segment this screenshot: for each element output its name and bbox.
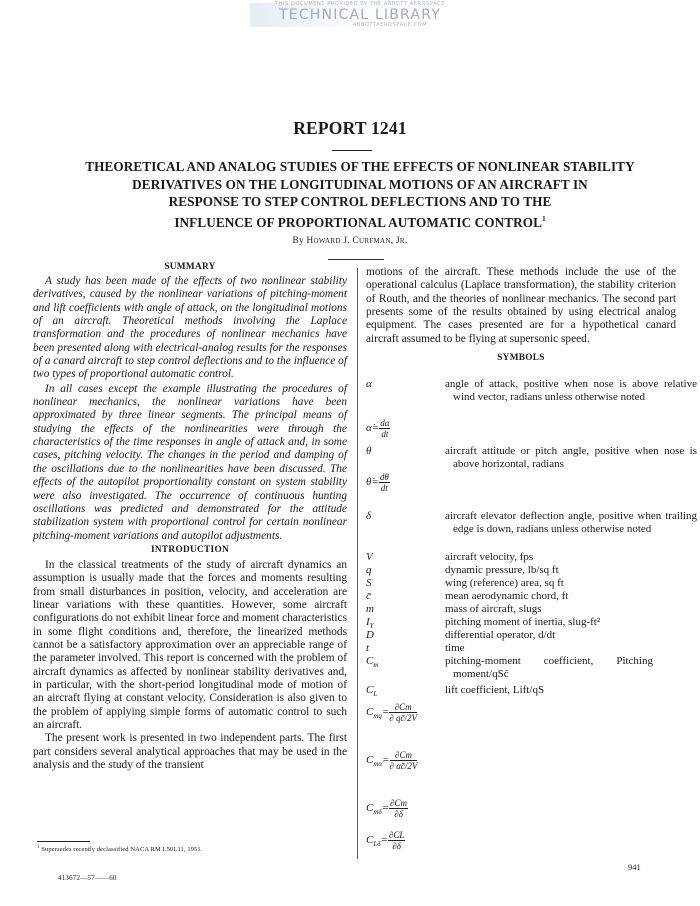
symbol-subscript: m — [373, 661, 379, 670]
symbol-subscript: mq — [373, 712, 382, 721]
watermark-line-2: TECHNICAL LIBRARY — [279, 7, 441, 23]
symbol: V — [366, 551, 373, 563]
byline-prefix: By — [292, 236, 304, 246]
title-footnote-mark: 1 — [542, 214, 546, 223]
intro-paragraph: In the classical treatments of the study of aircraft dynamics an assumption is usually made that the forces and moments resulting from small disturbances in position, velocity, and acceleration are linear variations with these quantities. However, some aircraft configurations do not exhibit linear force and moment characteristics in some flight conditions and, therefore, the linearized methods cannot be a satisfactory approximation over an appreciable range of the parameter involved. This report is concerned with the problem of aircraft dynamics as affected by nonlinear stability derivatives and, in particular, with the short-period longitudinal mode of motion of an aircraft flying at constant velocity. Consideration is also given to the problem of applying simple forms of automatic control to such an aircraft. — [33, 558, 347, 731]
fraction — [379, 472, 390, 493]
footnote-mark: 1 — [37, 845, 40, 850]
author-name: Howard J. Curfman, Jr. — [306, 236, 408, 246]
symbol-name: C — [366, 802, 374, 815]
title-line: THEORETICAL AND ANALOG STUDIES OF THE EFFECTS OF NONLINEAR STABILITY — [85, 159, 635, 174]
fraction-numerator: dθ — [379, 472, 389, 482]
fraction — [388, 830, 405, 851]
footnote-rule — [37, 841, 90, 842]
symbol-name: C — [366, 834, 374, 847]
section-rule — [328, 259, 384, 260]
symbol-subscript: mα̇ — [373, 760, 383, 769]
symbol-definition: pitching-moment coefficient, Pitching moment/qSc̄ — [445, 655, 653, 681]
symbol-definition: angle of attack, positive when nose is above relative wind vector, radians unless otherwise noted — [445, 378, 697, 404]
fraction-numerator: ∂CL — [388, 830, 405, 840]
symbol: c̄ — [366, 590, 371, 602]
watermark-line-1: THIS DOCUMENT PROVIDED BY THE ABBOTT AEROSPACE — [274, 1, 446, 7]
symbol-definition: lift coefficient, Lift/qS — [445, 684, 545, 696]
fraction-denominator: ∂δ — [394, 809, 403, 819]
footnote — [37, 845, 202, 853]
symbol-name: C — [366, 655, 374, 667]
symbol-definition: wing (reference) area, sq ft — [445, 577, 564, 589]
symbol-definition: aircraft attitude or pitch angle, positive when nose is above horizontal, radians — [445, 445, 697, 471]
report-number: REPORT 1241 — [293, 118, 407, 138]
title-line — [30, 211, 690, 232]
symbol: m — [366, 603, 374, 615]
header-rule — [332, 150, 372, 151]
fraction-denominator: dt — [380, 483, 388, 493]
symbol-name: I — [366, 616, 370, 628]
byline — [0, 236, 700, 246]
fraction-numerator: dα — [380, 418, 390, 428]
symbol: $C_{mq}=$ $\frac{\partial Cm}{\partial qc̄/2V}$ — [366, 702, 418, 723]
symbol: θ — [366, 445, 372, 457]
symbol: $C_{m\delta}=$ $\frac{\partial Cm}{\partial\delta}$ — [366, 798, 408, 819]
symbol-name: C — [366, 684, 374, 696]
summary-heading: SUMMARY — [164, 262, 216, 272]
symbol-name: θ̇ — [366, 476, 372, 489]
symbol-definition: time — [445, 642, 465, 654]
introduction-heading: INTRODUCTION — [151, 544, 229, 555]
symbol: S — [366, 577, 372, 589]
title-line: DERIVATIVES ON THE LONGITUDINAL MOTIONS OF AN AIRCRAFT IN — [132, 176, 588, 192]
symbol-name: α̇ — [366, 422, 372, 435]
symbol-definition: differential operator, d/dt — [445, 629, 556, 641]
symbol-subscript: Y — [369, 622, 374, 631]
symbol-subscript: L — [373, 690, 378, 699]
paper-title — [30, 158, 690, 231]
symbol-definition: aircraft velocity, fps — [445, 551, 534, 563]
summary-paragraph: In all cases except the example illustrating the procedures of nonlinear mechanics, the nonlinear variations have been approximated by three linear segments. The principal means of studying the effects of the nonlinearities were through the characteristics of the time responses in angle of attack and, in some cases, pitching velocity. The changes in the period and damping of the oscillations due to the nonlinearities have been discussed. The effects of the autopilot proportionality constant on system stability were also investigated. The occurrence of continuous hunting oscillations was predicted and demonstrated for the attitude stabilization system with proportional control for certain nonlinear pitching-moment variations and autopilot adjustments. — [33, 382, 347, 542]
symbol-definition: pitching moment of inertia, slug-ft² — [445, 616, 601, 628]
watermark — [240, 0, 480, 30]
fraction-denominator: ∂δ — [392, 841, 401, 851]
symbol — [366, 684, 446, 701]
symbol-name: C — [366, 754, 374, 767]
right-column — [366, 266, 676, 365]
intro-paragraph: The present work is presented in two independent parts. The first part considers several analytical approaches that may be used in the analysis and the study of the transient — [33, 732, 347, 772]
symbol-definition: dynamic pressure, lb/sq ft — [445, 564, 559, 576]
symbol: δ — [366, 510, 372, 522]
symbol: $C_{L\delta}=$ $\frac{\partial CL}{\partial\delta}$ — [366, 830, 405, 851]
page-number: 941 — [628, 862, 641, 872]
fraction — [390, 750, 418, 771]
symbol: α — [366, 378, 372, 390]
fraction-numerator: ∂Cm — [389, 702, 417, 713]
symbol: t — [366, 642, 370, 654]
symbol-subscript: mδ — [373, 808, 382, 817]
intro-paragraph-continued: motions of the aircraft. These methods include the use of the operational calculus (Laplace transformation), the stability criterion of Routh, and the theories of nonlinear mechanics. The second part presents some of the results obtained by using electrical analog equipment. The cases presented are for a hypothetical canard aircraft assumed to be flying at supersonic speed. — [366, 266, 676, 345]
title-line: RESPONSE TO STEP CONTROL DEFLECTIONS AND TO THE — [168, 194, 552, 209]
fraction-denominator: dt — [381, 429, 389, 439]
title-line-text: INFLUENCE OF PROPORTIONAL AUTOMATIC CONTROL — [174, 214, 543, 230]
symbol-definition: mass of aircraft, slugs — [445, 603, 542, 615]
column-divider — [357, 268, 358, 859]
symbol-subscript: Lδ — [373, 840, 381, 849]
symbols-heading: SYMBOLS — [497, 353, 545, 364]
fraction — [389, 702, 417, 723]
left-column — [33, 261, 347, 772]
fraction — [379, 418, 390, 439]
symbol: q — [366, 564, 372, 576]
fraction-denominator: ∂ qc̄/2V — [389, 713, 418, 723]
symbol: θ̇= $\frac{d\theta}{dt}$ — [366, 472, 389, 493]
fraction — [389, 798, 408, 819]
watermark-line-3: ABBOTTAEROSPACE.COM — [352, 22, 428, 28]
print-code: 413672—57——60 — [58, 874, 117, 882]
footnote-text: Supersedes recently declassified NACA RM L50L11, 1951. — [41, 846, 203, 854]
symbol-definition: aircraft elevator deflection angle, positive when trailing edge is down, radians unless otherwise noted — [445, 510, 697, 536]
summary-paragraph: A study has been made of the effects of two nonlinear stability derivatives, caused by the nonlinear variations of pitching-moment and lift coefficients with angle of attack, on the longitudinal motions of an aircraft. Theoretical methods involving the Laplace transformation and the procedures of nonlinear mechanics have been presented along with electrical-analog results for the responses of a canard aircraft to step control deflections and to the influence of two types of proportional automatic control. — [33, 275, 347, 381]
symbol: D — [366, 629, 374, 641]
symbol-definition: mean aerodynamic chord, ft — [445, 590, 569, 602]
symbol-name: C — [366, 706, 374, 719]
fraction-numerator: ∂Cm — [390, 798, 408, 808]
symbol — [366, 655, 446, 672]
symbol: $C_{m\alphȧ}=$ $\frac{\partial Cm}{\partial \alphȧc̄/2V}$ — [366, 750, 418, 771]
fraction-numerator: ∂Cm — [390, 750, 418, 761]
symbol: α̇= $\frac{d\alpha}{dt}$ — [366, 418, 390, 439]
fraction-denominator: ∂ α̇c̄/2V — [389, 761, 418, 771]
